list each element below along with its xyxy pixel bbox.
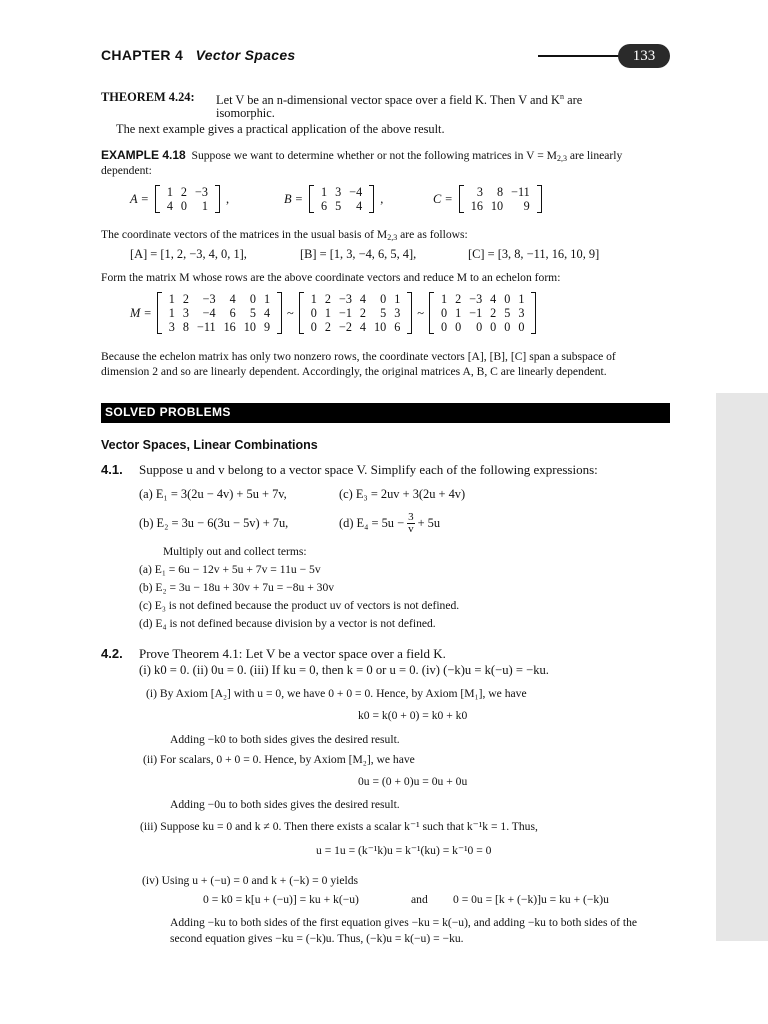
matrix-entry: 3 (182, 306, 189, 320)
matrix-entry: 4 (490, 292, 497, 306)
matrix-entry: 1 (518, 292, 525, 306)
theorem-sup: n (559, 92, 564, 101)
matrix-entry: −2 (338, 320, 352, 334)
proof-ii-eq: 0u = (0 + 0)u = 0u + 0u (358, 775, 468, 788)
coord-C: [C] = [3, 8, −11, 16, 10, 9] (468, 247, 600, 261)
page-number: 133 (632, 47, 656, 64)
left-bracket (299, 292, 304, 334)
matrix-B-label: B = (284, 192, 304, 206)
solved-problems-label: SOLVED PROBLEMS (105, 405, 231, 419)
proof-ii-text: (ii) For scalars, 0 + 0 = 0. Hence, by Axiom [M₂], we have (143, 753, 415, 766)
side-margin-panel (716, 393, 768, 941)
theorem-text-2: isomorphic. (216, 106, 275, 120)
matrix-entry: 1 (310, 292, 317, 306)
matrix-entry: −4 (202, 306, 216, 320)
matrix-entry: 2 (455, 292, 462, 306)
matrix-entry: 0 (490, 320, 497, 334)
problem-4-1-d-post: + 5u (417, 516, 441, 530)
left-bracket (155, 185, 160, 213)
matrix-entry: 4 (359, 292, 367, 306)
matrix-entry: 16 (470, 199, 483, 213)
matrix-entry: 0 (380, 292, 387, 306)
matrix-entry: 5 (380, 306, 387, 320)
problem-4-2-statement: Prove Theorem 4.1: Let V be a vector space over a field K. (139, 646, 446, 661)
matrix-entry: 0 (504, 320, 511, 334)
matrix-entry: 4 (229, 292, 236, 306)
right-bracket (531, 292, 536, 334)
matrix-C-label: C = (433, 192, 453, 206)
matrix-C-group (433, 185, 542, 213)
matrix-A-group: A = 1 2 −3 4 0 1 , (130, 185, 230, 213)
matrix-entry: −1 (338, 306, 352, 320)
problem-4-1-statement: Suppose u and v belong to a vector space V. Simplify each of the following expressions: (139, 462, 598, 477)
fraction-num: 3 (408, 510, 414, 523)
problem-4-2-parts: (i) k0 = 0. (ii) 0u = 0. (iii) If ku = 0, then k = 0 or u = 0. (iv) (−k)u = k(−u) = −ku. (139, 663, 549, 677)
matrix-entry: −3 (202, 292, 216, 306)
problem-4-1-d (339, 506, 440, 540)
matrix-row (307, 292, 405, 306)
solution-4-1-b: (b) E₂ = 3u − 18u + 30v + 7u = −8u + 30v (139, 581, 335, 594)
matrix-entry: 1 (394, 292, 401, 306)
matrix-entry: 8 (497, 185, 504, 199)
matrix-entry: 3 (518, 306, 525, 320)
proof-ii-add: Adding −0u to both sides gives the desired result. (170, 798, 400, 811)
coord-intro (101, 227, 468, 245)
problem-4-2-number: 4.2. (101, 646, 123, 661)
matrix-entry: 3 (335, 185, 342, 199)
right-bracket (277, 292, 282, 334)
proof-iii-eq: u = 1u = (k⁻¹k)u = k⁻¹(ku) = k⁻¹0 = 0 (316, 844, 492, 857)
solution-4-1-a: (a) E₁ = 6u − 12v + 5u + 7v = 11u − 5v (139, 563, 321, 576)
matrix-row (307, 320, 405, 334)
example-intro (101, 148, 671, 166)
left-bracket (309, 185, 314, 213)
matrix-B (309, 185, 374, 213)
left-bracket (459, 185, 464, 213)
matrix-M-step2 (299, 292, 413, 334)
matrix-entry: 3 (476, 185, 483, 199)
matrix-entry: 10 (374, 320, 387, 334)
matrix-row (165, 306, 274, 320)
matrix-entry: 1 (441, 292, 448, 306)
chapter-title: Vector Spaces (195, 47, 296, 63)
matrix-row (165, 320, 274, 334)
echelon-reduction (130, 292, 536, 334)
matrix-row (317, 185, 366, 199)
example-text-b: are linearly (566, 149, 623, 162)
matrix-entry: 3 (168, 320, 175, 334)
matrix-M-label: M = (130, 306, 152, 320)
matrix-entry: 1 (168, 306, 175, 320)
matrix-M-echelon (429, 292, 536, 334)
matrix-entry: 0 (310, 320, 317, 334)
proof-i-text: (i) By Axiom [A₂] with u = 0, we have 0 + 0 = 0. Hence, by Axiom [M₁], we have (146, 687, 527, 700)
proof-iv-text: (iv) Using u + (−u) = 0 and k + (−k) = 0 yields (142, 874, 359, 887)
matrix-row (467, 185, 534, 199)
matrix-entry: 0 (310, 306, 317, 320)
proof-i-add: Adding −k0 to both sides gives the desired result. (170, 733, 400, 746)
solution-4-1-c: (c) E₃ is not defined because the product uv of vectors is not defined. (139, 599, 460, 612)
proof-i-eq: k0 = k(0 + 0) = k0 + k0 (358, 709, 468, 722)
conclusion-1: Because the echelon matrix has only two nonzero rows, the coordinate vectors [A], [B], [C] span a subspace of (101, 350, 616, 363)
chapter-label: CHAPTER 4 (101, 47, 184, 63)
matrix-entry: 0 (476, 320, 483, 334)
matrix-entry: 1 (201, 199, 208, 213)
proof-iii-text: (iii) Suppose ku = 0 and k ≠ 0. Then there exists a scalar k⁻¹ such that k⁻¹k = 1. Thus, (140, 820, 538, 833)
solved-problems-bar (101, 403, 670, 423)
problem-4-1-d-pre: (d) E₄ = 5u − (339, 516, 405, 530)
example-sub: 2,3 (556, 154, 567, 163)
multiply-text: Multiply out and collect terms: (163, 545, 307, 558)
matrix-entry: 5 (249, 306, 256, 320)
intro-text: The next example gives a practical application of the above result. (116, 122, 445, 136)
matrix-C (459, 185, 542, 213)
tilde-1: ~ (287, 306, 294, 320)
theorem-text: Let V be an n-dimensional vector space over a field K. Then V and K (216, 93, 560, 107)
matrix-entry: 1 (321, 185, 328, 199)
matrix-entry: 4 (356, 199, 363, 213)
section-subheading: Vector Spaces, Linear Combinations (101, 438, 318, 452)
matrix-entry: 2 (324, 320, 331, 334)
matrix-entry: 1 (455, 306, 462, 320)
matrix-entry: 5 (504, 306, 511, 320)
matrix-entry: 2 (490, 306, 497, 320)
matrix-entry: 4 (263, 306, 271, 320)
problem-4-1-c: (c) E₃ = 2uv + 3(2u + 4v) (339, 487, 466, 501)
right-bracket (407, 292, 412, 334)
matrix-A-label: A = (130, 192, 149, 206)
problem-4-1-a: (a) E₁ = 3(2u − 4v) + 5u + 7v, (139, 487, 287, 501)
coord-intro-sub: 2,3 (387, 233, 398, 242)
matrix-entry: 0 (180, 199, 187, 213)
matrix-entry: 3 (394, 306, 401, 320)
matrix-entry: 6 (394, 320, 401, 334)
matrix-entry: 16 (223, 320, 236, 334)
matrix-B-group: B = 1 3 −4 6 5 4 , (284, 185, 384, 213)
matrix-entry: 2 (324, 292, 331, 306)
solution-4-1-d: (d) E₄ is not defined because division by a vector is not defined. (139, 617, 436, 630)
coord-A: [A] = [1, 2, −3, 4, 0, 1], (130, 247, 247, 261)
matrix-entry: 0 (441, 306, 448, 320)
tilde-2: ~ (417, 306, 425, 320)
right-bracket (369, 185, 374, 213)
matrix-entry: 2 (182, 292, 189, 306)
matrix-A (155, 185, 220, 213)
proof-iv-add1: Adding −ku to both sides of the first equation gives −ku = k(−u), and adding −ku to both sides of the (170, 916, 638, 929)
matrix-entry: 10 (490, 199, 504, 213)
problem-4-1-number: 4.1. (101, 462, 123, 477)
matrix-entry: −4 (349, 185, 363, 199)
matrix-M (157, 292, 282, 334)
left-bracket (429, 292, 434, 334)
running-header (101, 47, 296, 63)
matrix-entry: 4 (359, 320, 367, 334)
example-text: Suppose we want to determine whether or not the following matrices in V = M (191, 149, 557, 162)
coord-intro-text: The coordinate vectors of the matrices in the usual basis of M (101, 228, 388, 241)
matrix-entry: −11 (511, 185, 530, 199)
right-bracket (215, 185, 220, 213)
matrix-entry: 6 (229, 306, 236, 320)
matrix-row (307, 306, 405, 320)
problem-4-1-b: (b) E₂ = 3u − 6(3u − 5v) + 7u, (139, 516, 289, 530)
matrix-entry: −11 (196, 320, 216, 334)
proof-iv-and: and (411, 893, 428, 906)
matrix-row (317, 199, 366, 213)
page-number-badge (618, 44, 670, 68)
matrix-entry: −3 (469, 292, 483, 306)
matrix-entry: 2 (180, 185, 187, 199)
matrix-row (437, 306, 528, 320)
right-bracket (537, 185, 542, 213)
matrix-entry: 1 (168, 292, 175, 306)
matrix-entry: −3 (195, 185, 208, 199)
matrix-entry: 1 (263, 292, 271, 306)
matrix-entry: 5 (335, 199, 342, 213)
fraction (407, 512, 415, 535)
matrix-entry: 1 (324, 306, 331, 320)
left-bracket (157, 292, 162, 334)
matrix-row (437, 292, 528, 306)
matrix-entry: 4 (166, 199, 173, 213)
matrix-entry: 0 (455, 320, 462, 334)
proof-iv-eq2: 0 = 0u = [k + (−k)]u = ku + (−k)u (453, 893, 609, 906)
example-text-c: dependent: (101, 164, 152, 177)
form-text: Form the matrix M whose rows are the above coordinate vectors and reduce M to an echelon form: (101, 271, 561, 284)
coord-intro-end: are as follows: (397, 228, 468, 241)
matrix-entry: 0 (518, 320, 525, 334)
matrix-entry: −3 (338, 292, 352, 306)
proof-iv-add2: second equation gives −ku = (−k)u. Thus, (−k)u = k(−u) = −ku. (170, 932, 464, 945)
matrix-row (437, 320, 528, 334)
theorem-text-end: are (563, 93, 583, 107)
matrix-row (163, 199, 212, 213)
matrix-entry: 9 (523, 199, 530, 213)
matrix-entry: 10 (243, 320, 256, 334)
matrix-row (165, 292, 274, 306)
matrix-entry: 0 (249, 292, 256, 306)
theorem-label: THEOREM 4.24: (101, 90, 195, 104)
coord-B: [B] = [1, 3, −4, 6, 5, 4], (300, 247, 417, 261)
theorem-block (101, 89, 671, 105)
matrix-entry: 8 (182, 320, 189, 334)
matrix-row (163, 185, 212, 199)
matrix-entry: 2 (359, 306, 367, 320)
example-label: EXAMPLE 4.18 (101, 148, 186, 162)
matrix-entry: 1 (166, 185, 173, 199)
matrix-entry: 6 (321, 199, 328, 213)
matrix-entry: 0 (441, 320, 448, 334)
matrix-entry: 9 (263, 320, 271, 334)
matrix-entry: −1 (469, 306, 483, 320)
matrix-row (467, 199, 534, 213)
conclusion-2: dimension 2 and so are linearly dependent. Accordingly, the original matrices A, B, C are linearly dependent. (101, 365, 607, 378)
proof-iv-eq1: 0 = k0 = k[u + (−u)] = ku + k(−u) (203, 893, 359, 906)
matrix-entry: 0 (504, 292, 511, 306)
fraction-den: v (408, 522, 414, 535)
